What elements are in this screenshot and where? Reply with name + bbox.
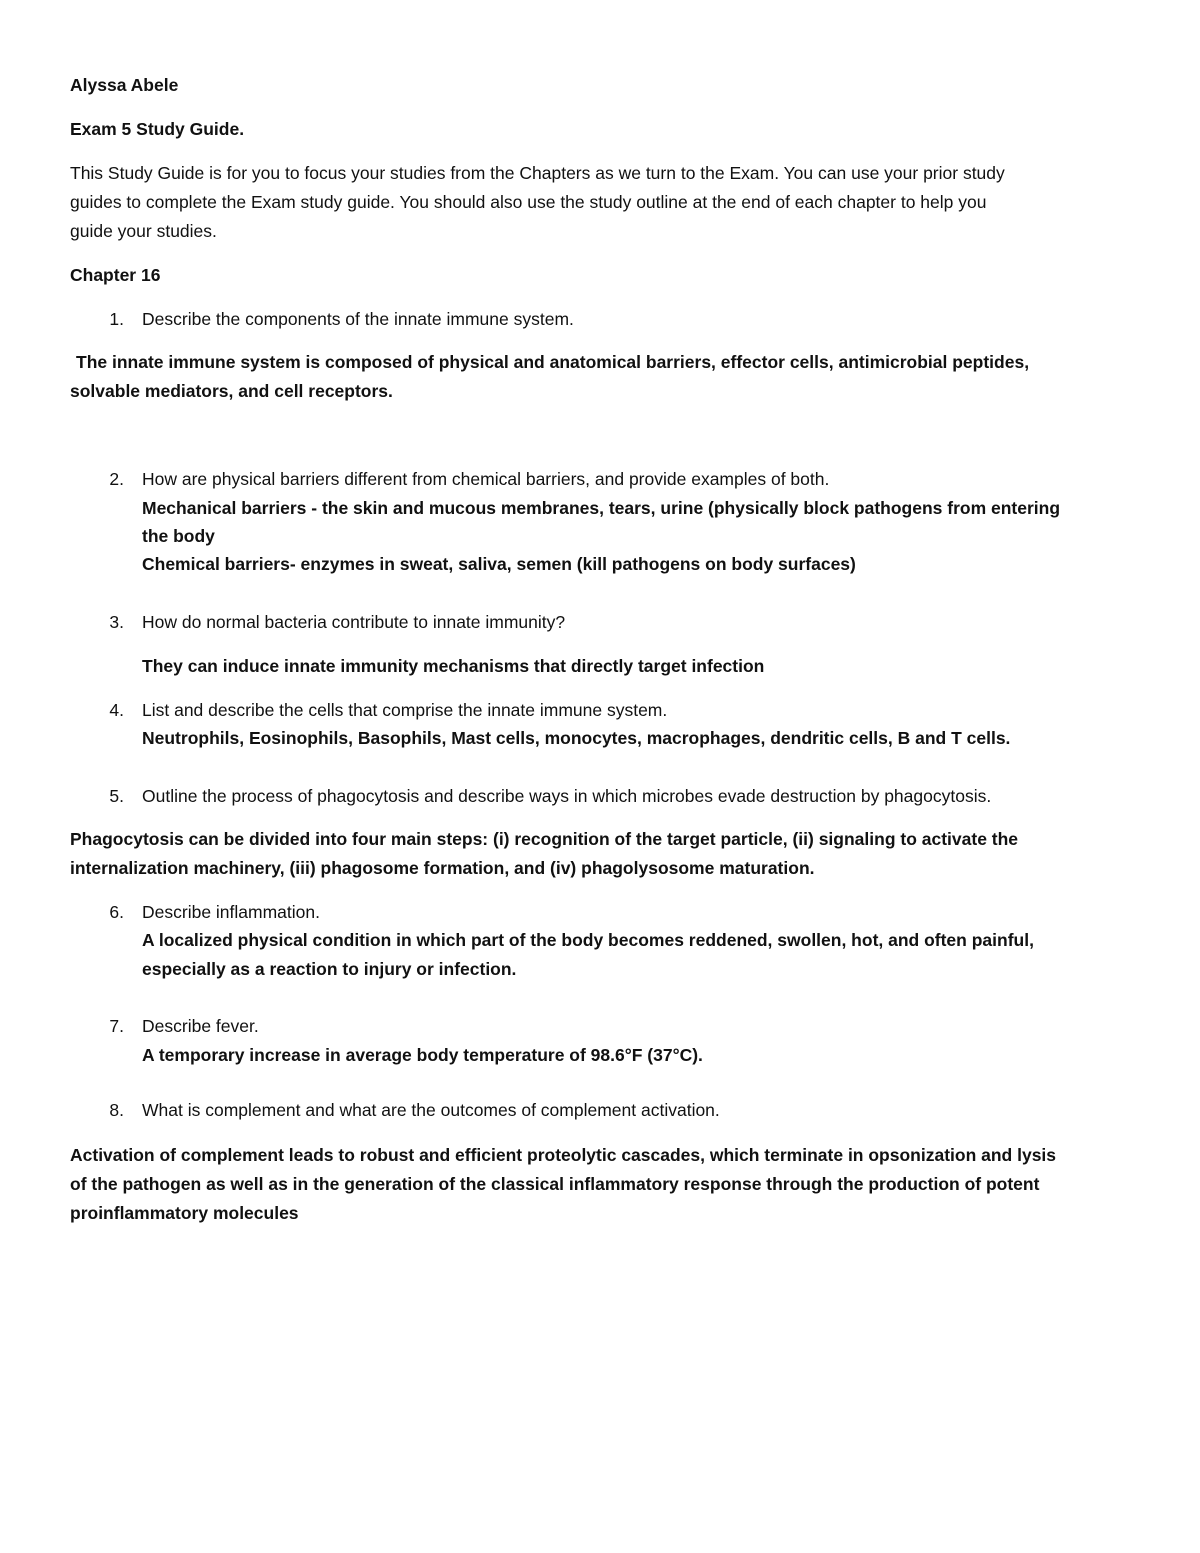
intro-line: This Study Guide is for you to focus your studies from the Chapters as we turn to the Exam. You can use your prior study xyxy=(70,163,1005,183)
answer-text: The innate immune system is composed of physical and anatomical barriers, effector cells, antimicrobial peptides, xyxy=(76,352,1030,372)
answer-text: the body xyxy=(142,526,215,546)
question-text: Describe fever. xyxy=(142,1016,259,1036)
question-number: 6. xyxy=(109,902,124,922)
answer-text: Activation of complement leads to robust and efficient proteolytic cascades, which terminate in opsonization and lysis xyxy=(70,1145,1057,1165)
answer-text: proinflammatory molecules xyxy=(70,1203,299,1223)
document-title: Exam 5 Study Guide. xyxy=(70,119,245,139)
answer-text: Mechanical barriers - the skin and mucous membranes, tears, urine (physically block pathogens from entering xyxy=(142,498,1061,518)
question-text: What is complement and what are the outcomes of complement activation. xyxy=(142,1100,720,1120)
question-number: 3. xyxy=(109,612,124,632)
question-number: 7. xyxy=(109,1016,124,1036)
answer-text: Chemical barriers- enzymes in sweat, saliva, semen (kill pathogens on body surfaces) xyxy=(142,554,856,574)
question-number: 5. xyxy=(109,786,124,806)
question-text: Describe inflammation. xyxy=(142,902,320,922)
answer-text: especially as a reaction to injury or infection. xyxy=(142,959,517,979)
chapter-heading: Chapter 16 xyxy=(70,265,161,285)
answer-text: Neutrophils, Eosinophils, Basophils, Mast cells, monocytes, macrophages, dendritic cells, B and T cells. xyxy=(142,728,1011,748)
answer-text: They can induce innate immunity mechanisms that directly target infection xyxy=(142,656,765,676)
intro-line: guides to complete the Exam study guide. You should also use the study outline at the end of each chapter to help you xyxy=(70,192,987,212)
question-text: Describe the components of the innate immune system. xyxy=(142,309,574,329)
question-text: How do normal bacteria contribute to innate immunity? xyxy=(142,612,566,632)
answer-text: Phagocytosis can be divided into four main steps: (i) recognition of the target particle, (ii) signaling to activate the xyxy=(70,829,1019,849)
intro-line: guide your studies. xyxy=(70,221,217,241)
question-text: How are physical barriers different from chemical barriers, and provide examples of both. xyxy=(142,469,830,489)
author-name: Alyssa Abele xyxy=(70,75,179,95)
answer-text: A localized physical condition in which part of the body becomes reddened, swollen, hot, and often painful, xyxy=(142,930,1034,950)
question-number: 8. xyxy=(109,1100,124,1120)
question-text: List and describe the cells that comprise the innate immune system. xyxy=(142,700,668,720)
question-number: 2. xyxy=(109,469,124,489)
answer-text: solvable mediators, and cell receptors. xyxy=(70,381,393,401)
answer-text: A temporary increase in average body temperature of 98.6°F (37°C). xyxy=(142,1045,703,1065)
question-number: 4. xyxy=(109,700,124,720)
answer-text: internalization machinery, (iii) phagosome formation, and (iv) phagolysosome maturation. xyxy=(70,858,815,878)
question-text: Outline the process of phagocytosis and describe ways in which microbes evade destruction by phagocytosis. xyxy=(142,786,992,806)
question-number: 1. xyxy=(109,309,124,329)
answer-text: of the pathogen as well as in the generation of the classical inflammatory response through the production of potent xyxy=(70,1174,1040,1194)
